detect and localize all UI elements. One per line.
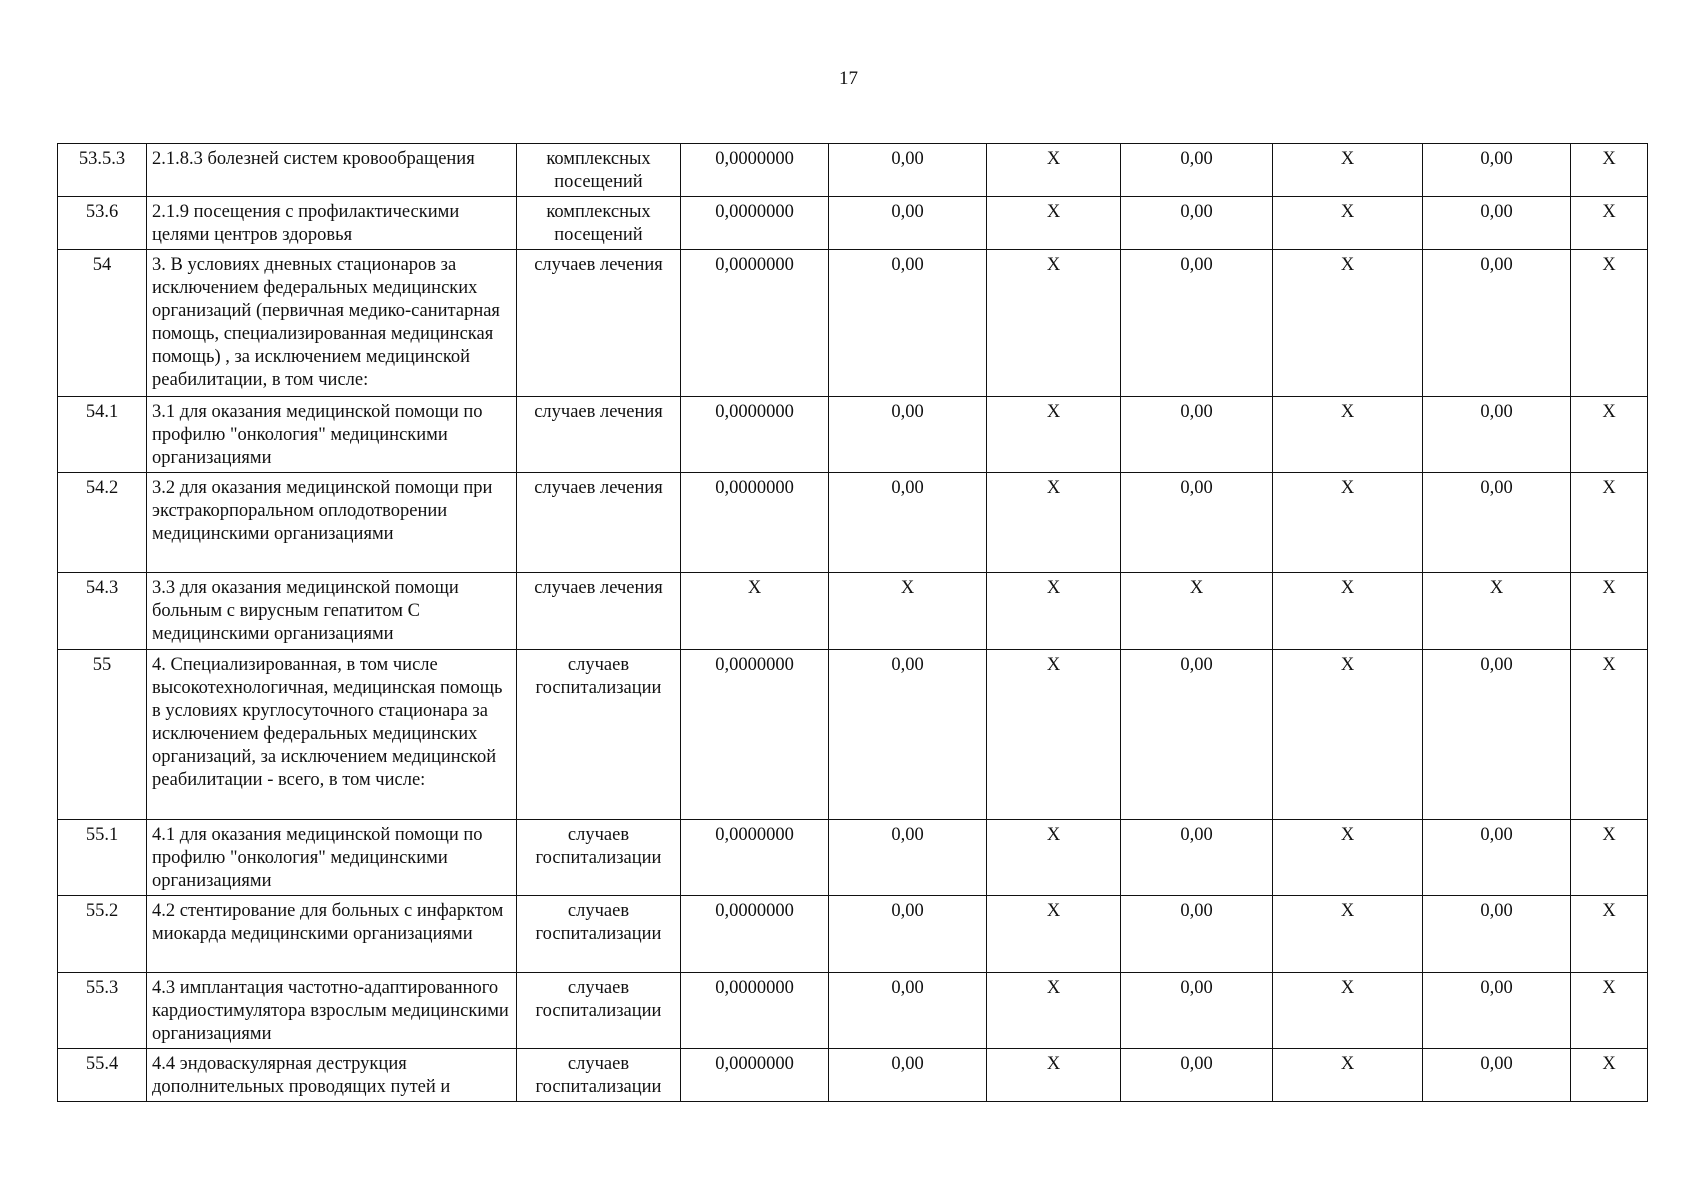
row-value-4: 0,00: [1121, 473, 1273, 573]
row-value-4: 0,00: [1121, 144, 1273, 197]
row-unit: случаев лечения: [517, 250, 681, 397]
table-row: [58, 573, 1648, 650]
row-value-7: X: [1571, 144, 1648, 197]
row-name: 4.2 стентирование для больных с инфарктом миокарда медицинскими организациями: [147, 896, 517, 973]
row-value-7: X: [1571, 473, 1648, 573]
row-value-1: 0,0000000: [681, 473, 829, 573]
row-unit: случаев госпитализации: [517, 896, 681, 973]
row-value-2: 0,00: [829, 1049, 987, 1102]
row-name: 4.4 эндоваскулярная деструкция дополнительных проводящих путей и: [147, 1049, 517, 1102]
row-name: 4.1 для оказания медицинской помощи по профилю "онкология" медицинскими организациями: [147, 820, 517, 896]
row-value-4: 0,00: [1121, 197, 1273, 250]
row-value-4: 0,00: [1121, 820, 1273, 896]
row-value-6: 0,00: [1423, 820, 1571, 896]
row-value-3: X: [987, 250, 1121, 397]
row-value-1: 0,0000000: [681, 1049, 829, 1102]
table-row: [58, 973, 1648, 1049]
row-value-1: 0,0000000: [681, 650, 829, 820]
row-number: 55.1: [58, 820, 147, 896]
row-number: 55.2: [58, 896, 147, 973]
row-value-6: 0,00: [1423, 397, 1571, 473]
row-name: 3.3 для оказания медицинской помощи больным с вирусным гепатитом С медицинскими организациями: [147, 573, 517, 650]
row-value-6: X: [1423, 573, 1571, 650]
row-value-7: X: [1571, 573, 1648, 650]
table-row: [58, 197, 1648, 250]
row-value-3: X: [987, 197, 1121, 250]
row-value-6: 0,00: [1423, 197, 1571, 250]
row-value-4: 0,00: [1121, 397, 1273, 473]
row-number: 54.3: [58, 573, 147, 650]
row-number: 55: [58, 650, 147, 820]
row-value-6: 0,00: [1423, 896, 1571, 973]
row-value-4: 0,00: [1121, 973, 1273, 1049]
row-value-3: X: [987, 820, 1121, 896]
row-value-3: X: [987, 473, 1121, 573]
row-number: 55.4: [58, 1049, 147, 1102]
row-value-5: X: [1273, 473, 1423, 573]
row-value-2: 0,00: [829, 250, 987, 397]
row-unit: комплексных посещений: [517, 144, 681, 197]
row-value-5: X: [1273, 250, 1423, 397]
row-value-5: X: [1273, 973, 1423, 1049]
row-value-5: X: [1273, 820, 1423, 896]
row-value-5: X: [1273, 573, 1423, 650]
row-value-1: X: [681, 573, 829, 650]
row-value-1: 0,0000000: [681, 144, 829, 197]
row-value-2: 0,00: [829, 144, 987, 197]
row-unit: случаев лечения: [517, 397, 681, 473]
row-value-1: 0,0000000: [681, 896, 829, 973]
row-value-6: 0,00: [1423, 973, 1571, 1049]
row-value-2: 0,00: [829, 650, 987, 820]
row-number: 55.3: [58, 973, 147, 1049]
row-value-1: 0,0000000: [681, 197, 829, 250]
row-value-5: X: [1273, 1049, 1423, 1102]
row-value-2: 0,00: [829, 197, 987, 250]
table-body: [58, 144, 1648, 1102]
row-name: 2.1.9 посещения с профилактическими целями центров здоровья: [147, 197, 517, 250]
table-row: [58, 250, 1648, 397]
row-value-3: X: [987, 1049, 1121, 1102]
row-value-7: X: [1571, 973, 1648, 1049]
row-name: 4.3 имплантация частотно-адаптированного кардиостимулятора взрослым медицинскими организациями: [147, 973, 517, 1049]
row-value-5: X: [1273, 397, 1423, 473]
row-value-5: X: [1273, 144, 1423, 197]
row-value-2: 0,00: [829, 973, 987, 1049]
row-value-4: 0,00: [1121, 1049, 1273, 1102]
row-value-5: X: [1273, 650, 1423, 820]
table-row: [58, 144, 1648, 197]
row-value-2: 0,00: [829, 473, 987, 573]
row-value-7: X: [1571, 250, 1648, 397]
row-value-6: 0,00: [1423, 1049, 1571, 1102]
row-value-3: X: [987, 973, 1121, 1049]
row-value-7: X: [1571, 650, 1648, 820]
row-name: 4. Специализированная, в том числе высокотехнологичная, медицинская помощь в условиях круглосуточного стационара за исключением федеральных медицинских организаций, за исключением медицинской реабилитации - всего, в том числе:: [147, 650, 517, 820]
table-row: [58, 896, 1648, 973]
row-value-4: 0,00: [1121, 650, 1273, 820]
row-value-3: X: [987, 650, 1121, 820]
row-name: 3. В условиях дневных стационаров за исключением федеральных медицинских организаций (первичная медико-санитарная помощь, специализированная медицинская помощь) , за исключением медицинской реабилитации, в том числе:: [147, 250, 517, 397]
row-value-7: X: [1571, 397, 1648, 473]
page-number: 17: [839, 68, 858, 89]
table-row: [58, 397, 1648, 473]
row-number: 54.1: [58, 397, 147, 473]
row-value-6: 0,00: [1423, 650, 1571, 820]
row-name: 3.1 для оказания медицинской помощи по профилю "онкология" медицинскими организациями: [147, 397, 517, 473]
row-value-3: X: [987, 896, 1121, 973]
row-value-1: 0,0000000: [681, 397, 829, 473]
table-row: [58, 473, 1648, 573]
row-value-1: 0,0000000: [681, 973, 829, 1049]
row-value-3: X: [987, 573, 1121, 650]
row-value-6: 0,00: [1423, 473, 1571, 573]
table-row: [58, 1049, 1648, 1102]
data-table: [57, 143, 1648, 1102]
row-value-6: 0,00: [1423, 250, 1571, 397]
row-unit: случаев госпитализации: [517, 973, 681, 1049]
row-number: 53.5.3: [58, 144, 147, 197]
table-row: [58, 820, 1648, 896]
row-unit: случаев госпитализации: [517, 1049, 681, 1102]
row-value-7: X: [1571, 197, 1648, 250]
row-value-5: X: [1273, 896, 1423, 973]
row-unit: случаев госпитализации: [517, 820, 681, 896]
row-value-3: X: [987, 144, 1121, 197]
row-value-4: 0,00: [1121, 896, 1273, 973]
row-value-2: 0,00: [829, 820, 987, 896]
row-value-2: 0,00: [829, 896, 987, 973]
row-name: 2.1.8.3 болезней систем кровообращения: [147, 144, 517, 197]
row-value-7: X: [1571, 820, 1648, 896]
row-number: 54.2: [58, 473, 147, 573]
row-value-1: 0,0000000: [681, 820, 829, 896]
row-value-5: X: [1273, 197, 1423, 250]
row-number: 53.6: [58, 197, 147, 250]
row-value-1: 0,0000000: [681, 250, 829, 397]
row-value-2: 0,00: [829, 397, 987, 473]
row-value-3: X: [987, 397, 1121, 473]
row-value-7: X: [1571, 896, 1648, 973]
row-value-4: X: [1121, 573, 1273, 650]
row-unit: случаев лечения: [517, 473, 681, 573]
row-unit: случаев лечения: [517, 573, 681, 650]
row-value-4: 0,00: [1121, 250, 1273, 397]
row-unit: случаев госпитализации: [517, 650, 681, 820]
row-value-2: X: [829, 573, 987, 650]
row-value-6: 0,00: [1423, 144, 1571, 197]
row-number: 54: [58, 250, 147, 397]
table-row: [58, 650, 1648, 820]
row-value-7: X: [1571, 1049, 1648, 1102]
row-name: 3.2 для оказания медицинской помощи при экстракорпоральном оплодотворении медицинскими организациями: [147, 473, 517, 573]
row-unit: комплексных посещений: [517, 197, 681, 250]
